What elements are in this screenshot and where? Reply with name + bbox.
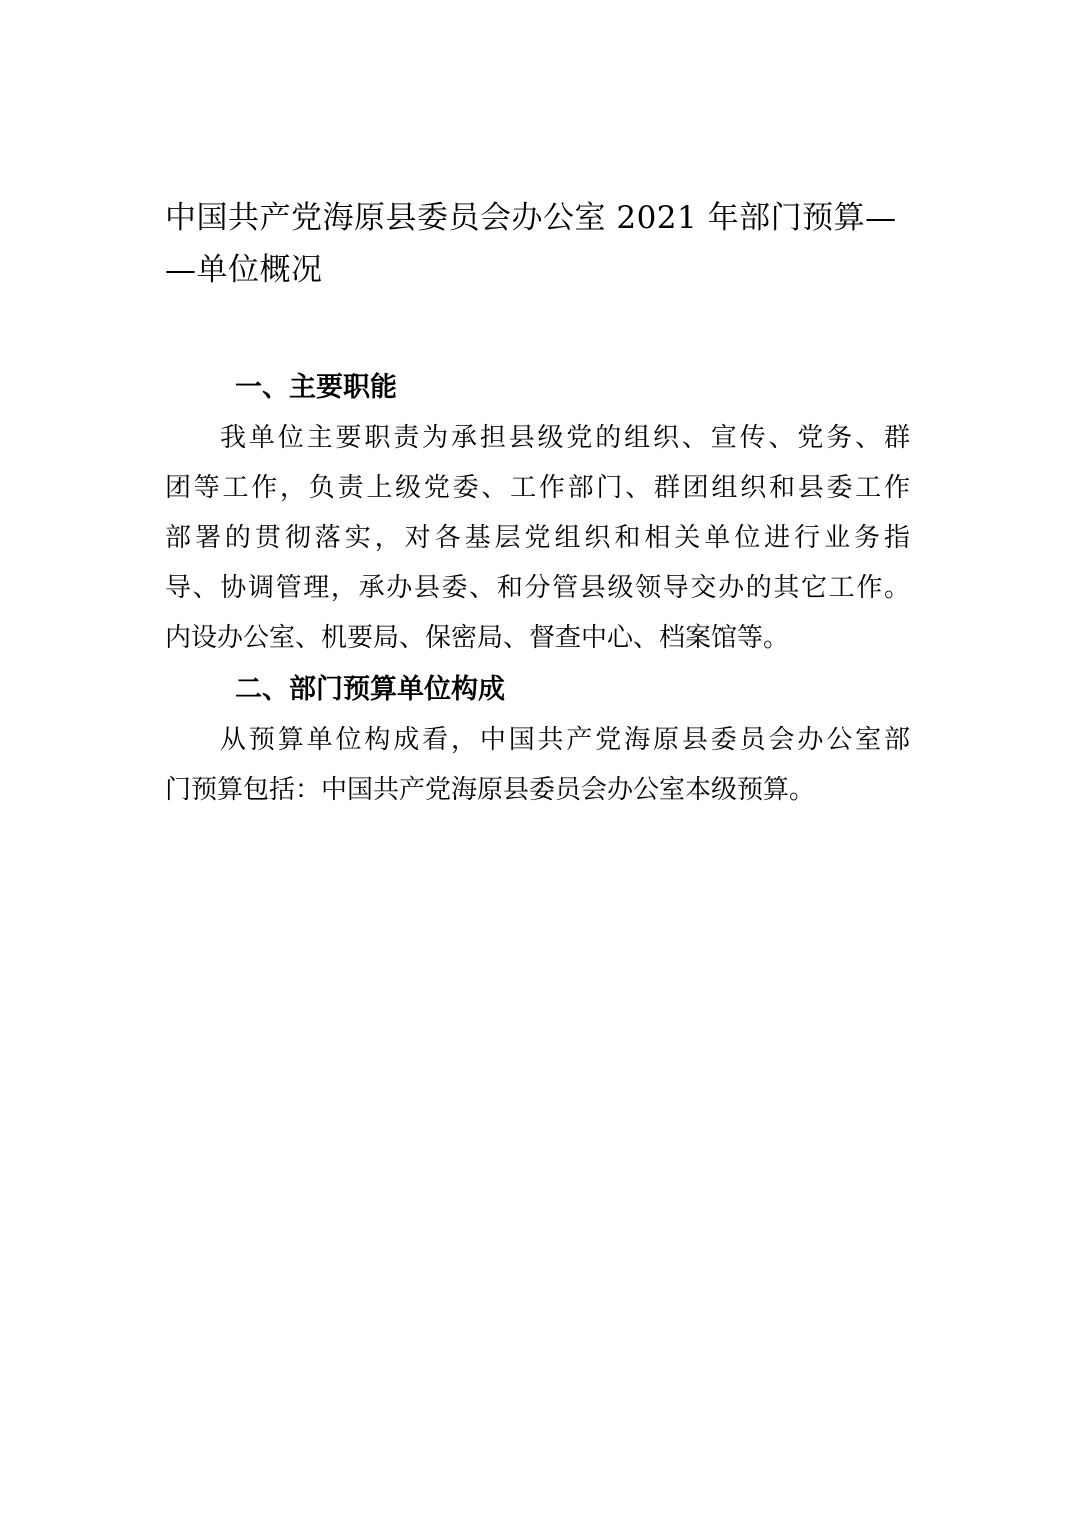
paragraph-line: 门预算包括：中国共产党海原县委员会办公室本级预算。	[165, 775, 816, 805]
paragraph-line: 我单位主要职责为承担县级党的组织、宣传、党务、群	[220, 423, 910, 453]
paragraph-line: 内设办公室、机要局、保密局、督查中心、档案馆等。	[165, 623, 790, 653]
section-heading-budget-units: 二、部门预算单位构成	[235, 674, 505, 705]
document-title-line: 中国共产党海原县委员会办公室 2021 年部门预算—	[165, 200, 897, 236]
paragraph-line: 部署的贯彻落实，对各基层党组织和相关单位进行业务指	[165, 523, 910, 553]
document-title	[165, 192, 910, 296]
document-title-line: —单位概况	[165, 252, 323, 288]
section-paragraph-budget-units	[165, 715, 910, 815]
section-heading-main-functions: 一、主要职能	[235, 372, 397, 403]
section-paragraph-main-functions	[165, 413, 910, 663]
paragraph-line: 从预算单位构成看，中国共产党海原县委员会办公室部	[220, 725, 910, 755]
paragraph-line: 导、协调管理，承办县委、和分管县级领导交办的其它工作。	[165, 573, 910, 603]
paragraph-line: 团等工作，负责上级党委、工作部门、群团组织和县委工作	[165, 473, 910, 503]
